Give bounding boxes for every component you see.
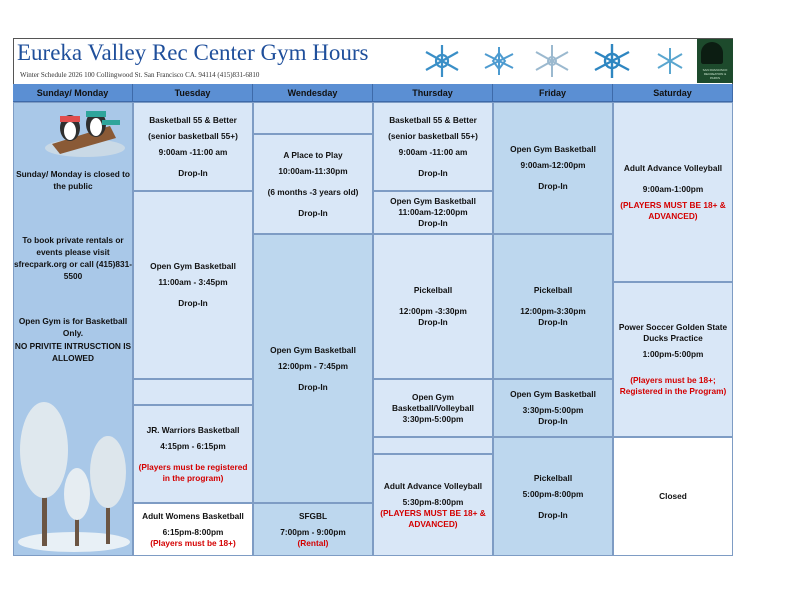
snowflake-icon: [648, 43, 692, 79]
thursday-open-gym-morning: Open Gym Basketball 11:00am-12:00pm Drop-In: [373, 191, 493, 234]
thursday-basketball-55: Basketball 55 & Better (senior basketball 55+) 9:00am -11:00 am Drop-In: [373, 102, 493, 191]
snowflake-icon: [590, 43, 634, 79]
tree-icon: [701, 42, 723, 64]
rec-park-logo: SAN FRANCISCO RECREATION & PARKS: [697, 39, 733, 83]
thursday-adult-volleyball: Adult Advance Volleyball 5:30pm-8:00pm (PLAYERS MUST BE 18+ & ADVANCED): [373, 454, 493, 556]
friday-pickelball-midday: Pickelball 12:00pm-3:30pm Drop-In: [493, 234, 613, 379]
header-thursday: Thursday: [373, 84, 493, 102]
tuesday-open-gym: Open Gym Basketball 11:00am - 3:45pm Drop-In: [133, 191, 253, 379]
thursday-open-gym-afternoon: Open Gym Basketball/Volleyball 3:30pm-5:00pm: [373, 379, 493, 437]
tuesday-jr-warriors: JR. Warriors Basketball 4:15pm - 6:15pm (Players must be registered in the program): [133, 405, 253, 503]
closed-notice: Sunday/ Monday is closed to the public: [16, 169, 130, 191]
saturday-power-soccer: Power Soccer Golden State Ducks Practice 1:00pm-5:00pm (Players must be 18+; Registered in the Program): [613, 282, 733, 437]
saturday-closed: Closed: [613, 437, 733, 556]
friday-pickelball-evening: Pickelball 5:00pm-8:00pm Drop-In: [493, 437, 613, 556]
rentals-notice: To book private rentals or events please visit sfrecpark.org or call (415)831-5500: [13, 235, 133, 281]
thursday-blank: [373, 437, 493, 454]
page-subtitle: Winter Schedule 2026 100 Collingwood St. San Francisco CA. 94114 (415)831-6810: [20, 71, 260, 79]
friday-open-gym-afternoon: Open Gym Basketball 3:30pm-5:00pm Drop-In: [493, 379, 613, 437]
winter-trees-illustration: [14, 370, 132, 554]
header-tuesday: Tuesday: [133, 84, 253, 102]
wednesday-place-to-play: A Place to Play 10:00am-11:30pm (6 months -3 years old) Drop-In: [253, 134, 373, 234]
wednesday-blank: [253, 102, 373, 134]
wednesday-open-gym: Open Gym Basketball 12:00pm - 7:45pm Drop-In: [253, 234, 373, 503]
header-saturday: Saturday: [613, 84, 733, 102]
header-sunday-monday: Sunday/ Monday: [13, 84, 133, 102]
snowflake-icon: [530, 43, 574, 79]
tuesday-adult-womens: Adult Womens Basketball 6:15pm-8:00pm (Players must be 18+): [133, 503, 253, 556]
page-title: Eureka Valley Rec Center Gym Hours: [17, 40, 369, 65]
tuesday-blank: [133, 379, 253, 405]
snowflake-icon: [477, 43, 521, 79]
tuesday-basketball-55: Basketball 55 & Better (senior basketball 55+) 9:00am -11:00 am Drop-In: [133, 102, 253, 191]
wednesday-sfgbl: SFGBL 7:00pm - 9:00pm (Rental): [253, 503, 373, 556]
snowflake-icon: [420, 43, 464, 79]
thursday-pickelball: Pickelball 12:00pm -3:30pm Drop-In: [373, 234, 493, 379]
header-friday: Friday: [493, 84, 613, 102]
open-gym-note: Open Gym is for Basketball Only.: [18, 316, 128, 338]
header-wednesday: Wendesday: [253, 84, 373, 102]
friday-open-gym-morning: Open Gym Basketball 9:00am-12:00pm Drop-In: [493, 102, 613, 234]
saturday-adult-volleyball: Adult Advance Volleyball 9:00am-1:00pm (PLAYERS MUST BE 18+ & ADVANCED): [613, 102, 733, 282]
no-instruction-note: NO PRIVITE INTRUSCTION IS ALLOWED: [14, 341, 132, 363]
penguins-illustration: [40, 104, 130, 162]
